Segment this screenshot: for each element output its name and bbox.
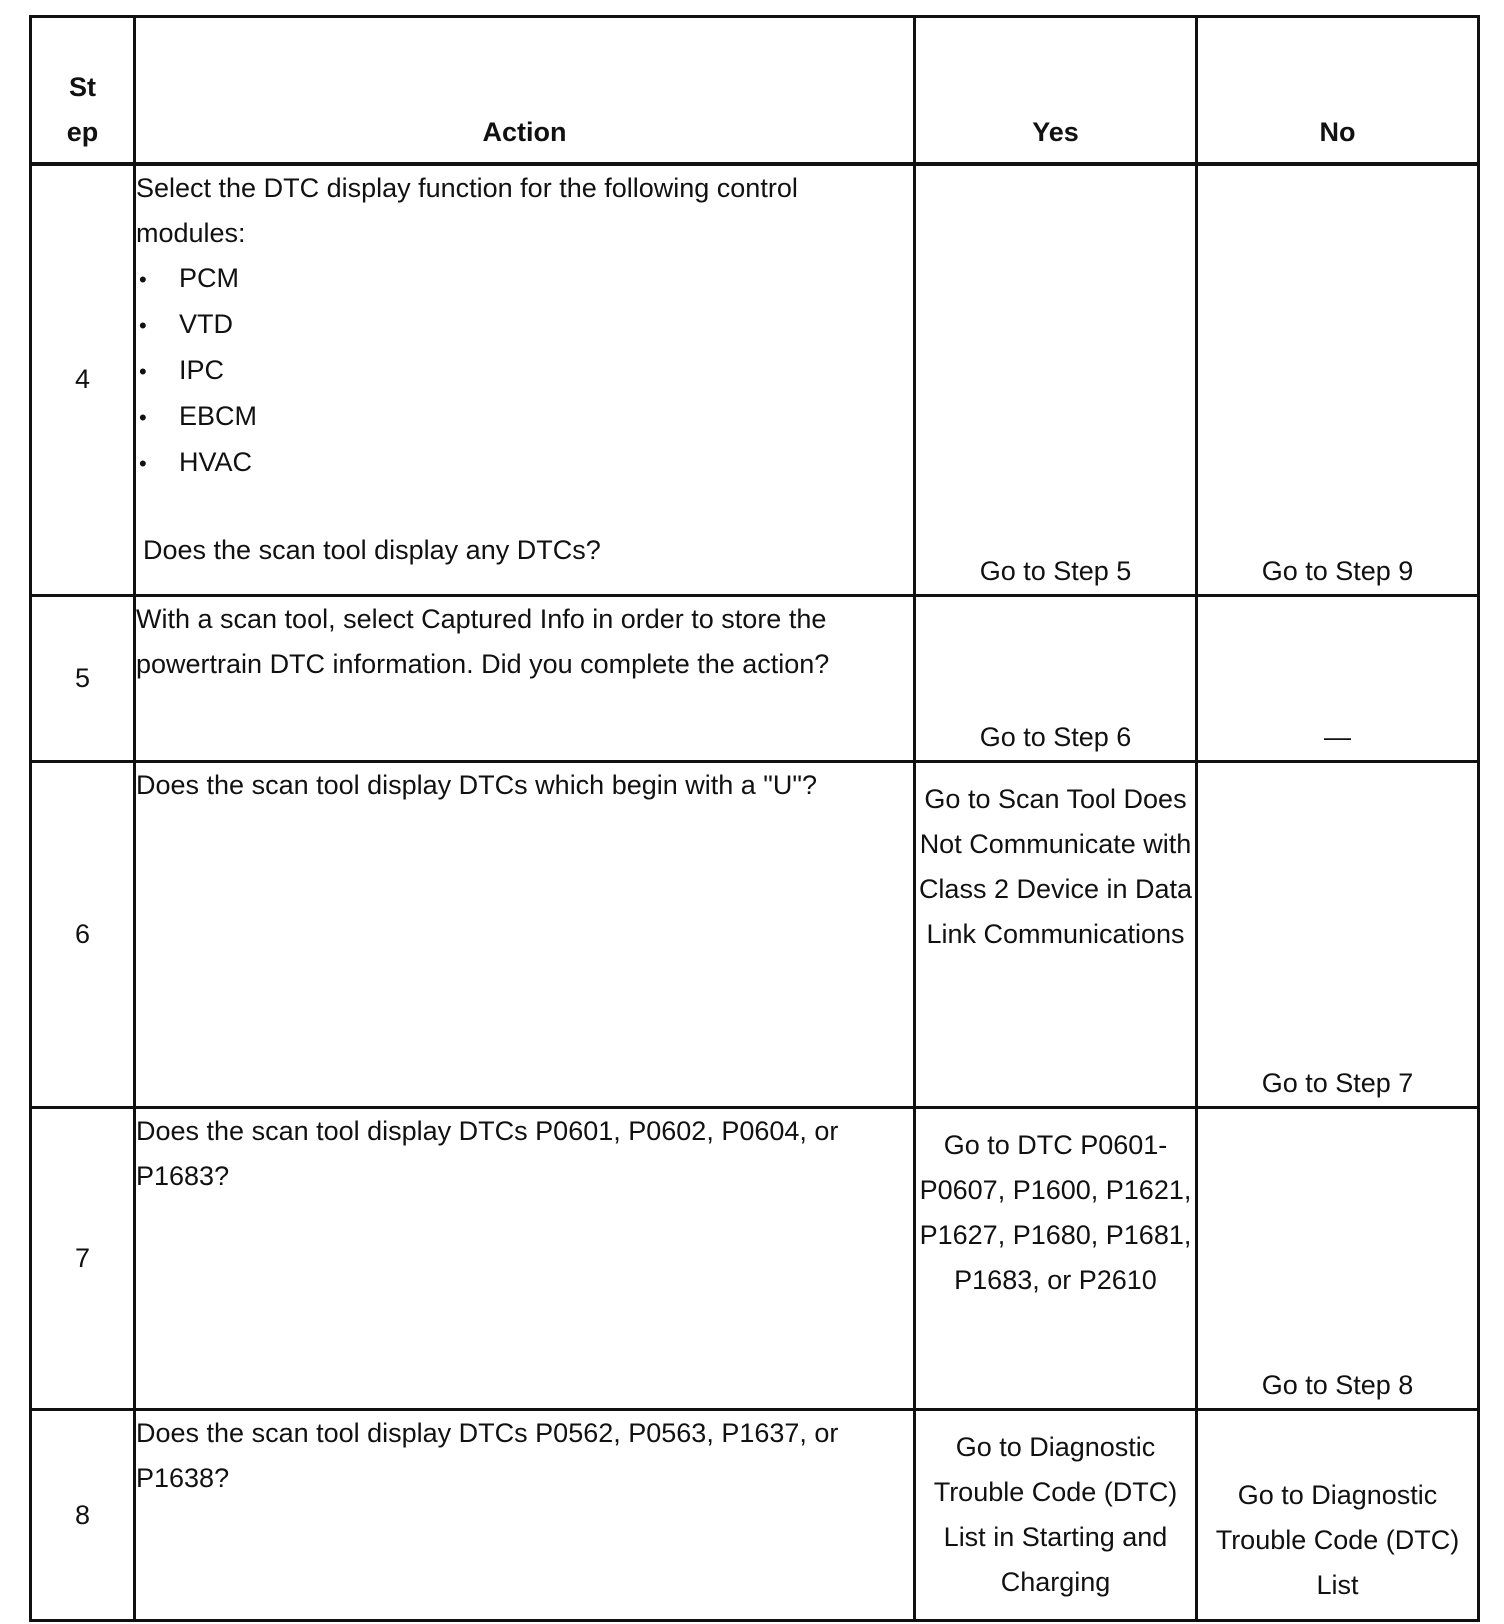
action-text: With a scan tool, select Captured Info in order to store the powertrain DTC information. Did you complete the action? [135,596,915,762]
list-item-label: VTD [179,308,233,339]
list-item [136,348,913,394]
step-number: 8 [31,1410,135,1621]
action-text: Does the scan tool display DTCs P0601, P0602, P0604, or P1683? [135,1108,915,1410]
step-number: 6 [31,762,135,1108]
table-row [31,1108,1479,1410]
no-result: Go to Step 7 [1197,762,1479,1108]
yes-result: Go to Step 6 [915,596,1197,762]
list-item-label: IPC [179,354,225,385]
header-step-line1: St [69,71,96,102]
table-row [31,1410,1479,1621]
no-result: Go to Diagnostic Trouble Code (DTC) List [1197,1410,1479,1621]
yes-result: Go to DTC P0601-P0607, P1600, P1621, P1627, P1680, P1681, P1683, or P2610 [915,1108,1197,1410]
action-text: Does the scan tool display DTCs which begin with a "U"? [135,762,915,1108]
header-step [31,17,135,164]
bullet-icon: • [139,404,147,430]
diagnostic-procedure-table [29,15,1480,1622]
list-item [136,256,913,302]
list-item [136,302,913,348]
header-no: No [1197,17,1479,164]
bullet-icon: • [139,450,147,476]
action-text: Select the DTC display function for the following control modules: [136,172,798,248]
yes-result: Go to Diagnostic Trouble Code (DTC) List in Starting and Charging [915,1410,1197,1621]
list-item-label: PCM [179,262,239,293]
header-action: Action [135,17,915,164]
header-yes: Yes [915,17,1197,164]
bullet-icon: • [139,266,147,292]
no-result: Go to Step 9 [1197,164,1479,596]
action-text: Does the scan tool display DTCs P0562, P0563, P1637, or P1638? [135,1410,915,1621]
bullet-icon: • [139,312,147,338]
action-cell [135,164,915,596]
list-item-label: HVAC [179,446,253,477]
list-item-label: EBCM [179,400,258,431]
list-item [136,440,913,486]
list-item [136,394,913,440]
control-module-list [136,256,913,486]
header-step-line2: ep [66,116,99,147]
no-result: — [1197,596,1479,762]
step-number: 5 [31,596,135,762]
table-row [31,762,1479,1108]
table-row [31,596,1479,762]
header-row [31,17,1479,164]
yes-result: Go to Step 5 [915,164,1197,596]
no-result: Go to Step 8 [1197,1108,1479,1410]
step-number: 4 [31,164,135,596]
yes-result: Go to Scan Tool Does Not Communicate with Class 2 Device in Data Link Communications [915,762,1197,1108]
table-row [31,164,1479,596]
bullet-icon: • [139,358,147,384]
step-number: 7 [31,1108,135,1410]
action-question: Does the scan tool display any DTCs? [143,534,601,565]
